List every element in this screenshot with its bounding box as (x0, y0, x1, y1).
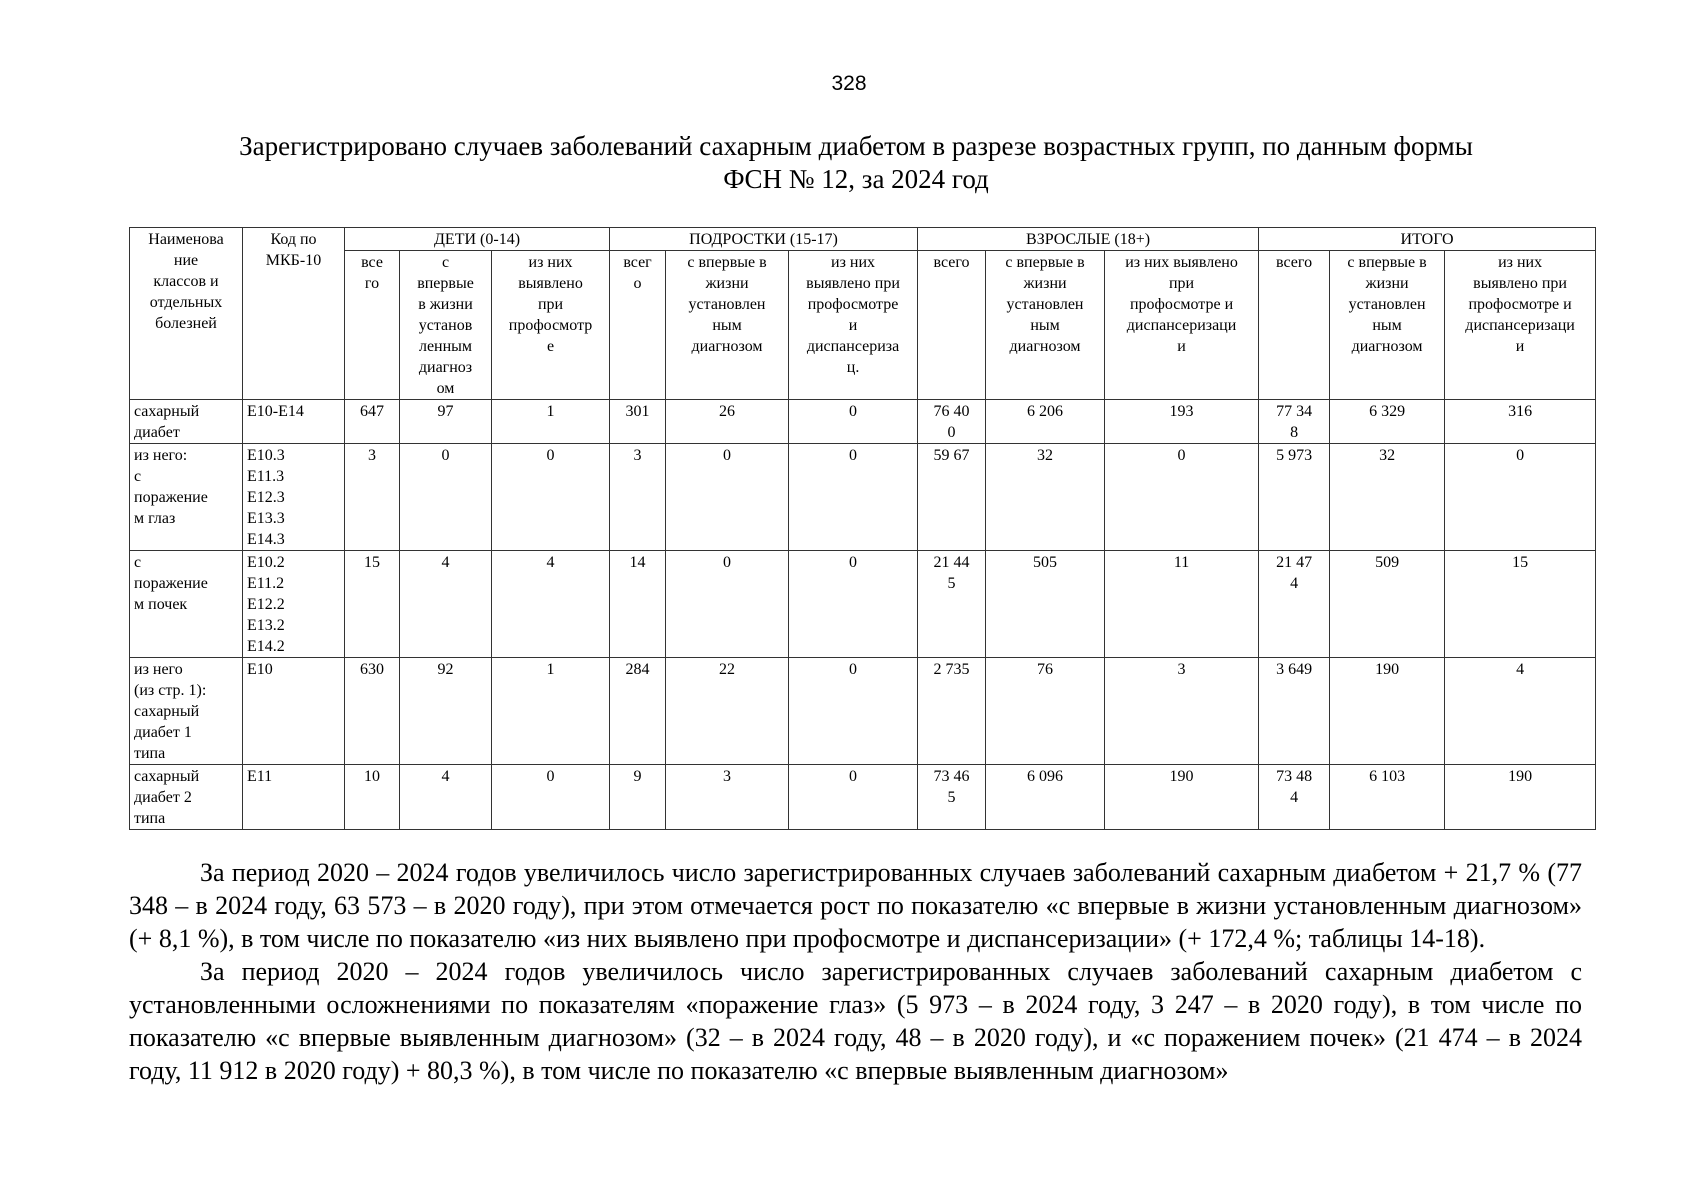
table-cell: 77 34 8 (1259, 400, 1330, 444)
table-cell: 32 (1330, 444, 1445, 551)
table-cell: 6 206 (986, 400, 1105, 444)
row-disease-name: из него: с поражение м глаз (130, 444, 243, 551)
header-group-teens: ПОДРОСТКИ (15-17) (610, 228, 918, 251)
header-code-column: Код по МКБ-10 (243, 228, 345, 400)
table-cell: 193 (1105, 400, 1259, 444)
table-cell: 0 (492, 444, 610, 551)
table-header (130, 228, 1596, 400)
paragraph: За период 2020 – 2024 годов увеличилось число зарегистрированных случаев заболеваний сахарным диабетом с установленными осложнениями по показателям «поражение глаз» (5 973 – в 2024 году, 3 247 – в 2020 году), в том числе по показателю «с впервые выявленным диагнозом» (32 – в 2024 году, 48 – в 2020 году), и «с поражением почек» (21 474 – в 2024 году, 11 912 в 2020 году) + 80,3 %), в том числе по показателю «с впервые выявленным диагнозом» (129, 957, 1582, 1085)
table-cell: 4 (492, 551, 610, 658)
table-cell: 15 (345, 551, 400, 658)
table-cell: 0 (666, 444, 789, 551)
header-children-total: все го (345, 251, 400, 400)
table-cell: 15 (1445, 551, 1596, 658)
table-cell: 647 (345, 400, 400, 444)
header-total-screening: из них выявлено при профосмотре и диспансеризаци и (1445, 251, 1596, 400)
table-cell: 3 (610, 444, 666, 551)
table-cell: 509 (1330, 551, 1445, 658)
table-cell: 11 (1105, 551, 1259, 658)
row-icd-code: Е10.2 Е11.2 Е12.2 Е13.2 Е14.2 (243, 551, 345, 658)
header-adults-first-diagnosed: с впервые в жизни установлен ным диагнозом (986, 251, 1105, 400)
table-row (130, 400, 1596, 444)
table-cell: 3 (1105, 658, 1259, 765)
table-cell: 1 (492, 400, 610, 444)
table-cell: 92 (400, 658, 492, 765)
body-text (129, 856, 1582, 1087)
table-cell: 6 329 (1330, 400, 1445, 444)
table-cell: 0 (789, 444, 918, 551)
header-group-total: ИТОГО (1259, 228, 1596, 251)
table-cell: 630 (345, 658, 400, 765)
table-cell: 0 (789, 658, 918, 765)
row-icd-code: Е11 (243, 765, 345, 830)
paragraph: За период 2020 – 2024 годов увеличилось число зарегистрированных случаев заболеваний сахарным диабетом + 21,7 % (77 348 – в 2024 году, 63 573 – в 2020 году), при этом отмечается рост по показателю «с впервые в жизни установленным диагнозом» (+ 8,1 %), в том числе по показателю «из них выявлено при профосмотре и диспансеризации» (+ 172,4 %; таблицы 14-18). (129, 858, 1582, 953)
table-cell: 3 (666, 765, 789, 830)
header-teens-total: всег о (610, 251, 666, 400)
row-icd-code: Е10 (243, 658, 345, 765)
page-number: 328 (831, 72, 867, 95)
header-name-column: Наименова ние классов и отдельных болезней (130, 228, 243, 400)
header-children-screening: из них выявлено при профосмотр е (492, 251, 610, 400)
header-total-total: всего (1259, 251, 1330, 400)
table-cell: 0 (400, 444, 492, 551)
table-cell: 0 (492, 765, 610, 830)
table-cell: 0 (789, 765, 918, 830)
table-cell: 0 (1105, 444, 1259, 551)
header-group-adults: ВЗРОСЛЫЕ (18+) (918, 228, 1259, 251)
table-cell: 73 46 5 (918, 765, 986, 830)
table-cell: 190 (1330, 658, 1445, 765)
table-cell: 9 (610, 765, 666, 830)
table-cell: 0 (1445, 444, 1596, 551)
header-adults-screening: из них выявлено при профосмотре и диспансеризаци и (1105, 251, 1259, 400)
table-cell: 316 (1445, 400, 1596, 444)
table-cell: 22 (666, 658, 789, 765)
document-title (170, 130, 1542, 196)
table-cell: 0 (789, 400, 918, 444)
table-cell: 2 735 (918, 658, 986, 765)
table-cell: 5 973 (1259, 444, 1330, 551)
header-children-first-diagnosed: с впервые в жизни установ ленным диагноз ом (400, 251, 492, 400)
title-line-1: Зарегистрировано случаев заболеваний сахарным диабетом в разрезе возрастных групп, по данным формы (239, 131, 1473, 161)
table-cell: 301 (610, 400, 666, 444)
header-adults-total: всего (918, 251, 986, 400)
title-line-2: ФСН № 12, за 2024 год (723, 164, 989, 194)
table-cell: 21 44 5 (918, 551, 986, 658)
header-total-first-diagnosed: с впервые в жизни установлен ным диагнозом (1330, 251, 1445, 400)
table-cell: 73 48 4 (1259, 765, 1330, 830)
table-cell: 97 (400, 400, 492, 444)
table-row (130, 444, 1596, 551)
table-cell: 0 (789, 551, 918, 658)
table-cell: 6 103 (1330, 765, 1445, 830)
table-row (130, 765, 1596, 830)
table-cell: 4 (400, 551, 492, 658)
table-cell: 3 649 (1259, 658, 1330, 765)
table-body (130, 400, 1596, 830)
diabetes-statistics-table (129, 227, 1596, 830)
header-teens-screening: из них выявлено при профосмотре и диспансериза ц. (789, 251, 918, 400)
table-row (130, 551, 1596, 658)
row-icd-code: Е10-Е14 (243, 400, 345, 444)
table-cell: 10 (345, 765, 400, 830)
row-disease-name: сахарный диабет (130, 400, 243, 444)
row-icd-code: Е10.3 Е11.3 Е12.3 Е13.3 Е14.3 (243, 444, 345, 551)
header-group-children: ДЕТИ (0-14) (345, 228, 610, 251)
table-cell: 190 (1445, 765, 1596, 830)
table-cell: 32 (986, 444, 1105, 551)
table-cell: 14 (610, 551, 666, 658)
row-disease-name: из него (из стр. 1): сахарный диабет 1 типа (130, 658, 243, 765)
table-cell: 190 (1105, 765, 1259, 830)
table-cell: 21 47 4 (1259, 551, 1330, 658)
table-cell: 26 (666, 400, 789, 444)
table-row (130, 658, 1596, 765)
table-cell: 284 (610, 658, 666, 765)
table-cell: 0 (666, 551, 789, 658)
table-cell: 59 67 (918, 444, 986, 551)
table-cell: 1 (492, 658, 610, 765)
table-cell: 4 (400, 765, 492, 830)
table-cell: 505 (986, 551, 1105, 658)
table-cell: 6 096 (986, 765, 1105, 830)
table-cell: 76 40 0 (918, 400, 986, 444)
table-cell: 3 (345, 444, 400, 551)
header-teens-first-diagnosed: с впервые в жизни установлен ным диагнозом (666, 251, 789, 400)
row-disease-name: с поражение м почек (130, 551, 243, 658)
row-disease-name: сахарный диабет 2 типа (130, 765, 243, 830)
table-cell: 76 (986, 658, 1105, 765)
table-cell: 4 (1445, 658, 1596, 765)
